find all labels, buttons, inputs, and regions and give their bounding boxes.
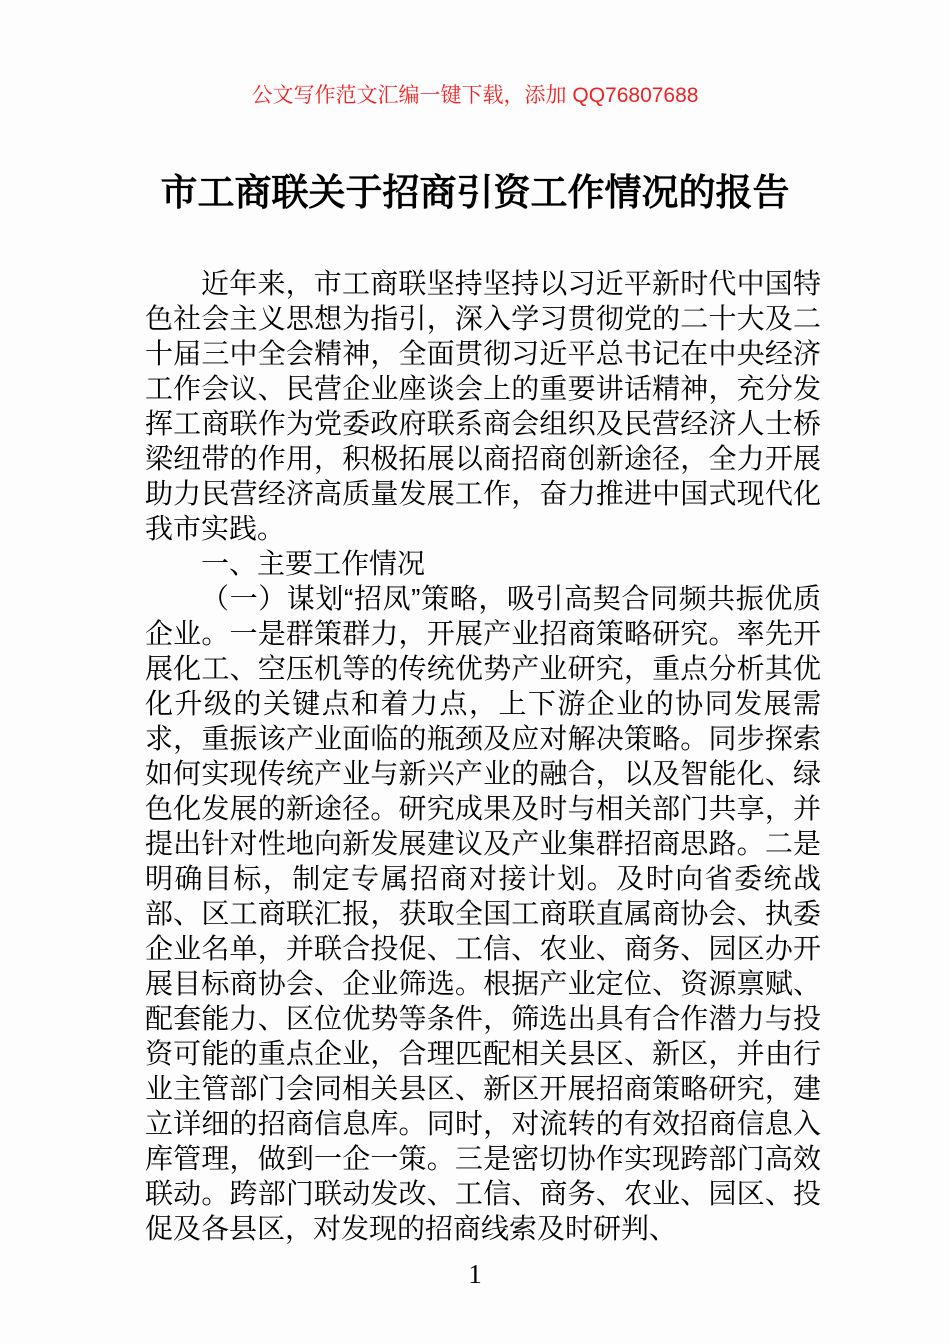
page-number: 1: [468, 1259, 482, 1289]
document-body: [145, 266, 821, 1246]
page-title: 市工商联关于招商引资工作情况的报告: [160, 172, 790, 213]
body-paragraph: 近年来，市工商联坚持坚持以习近平新时代中国特色社会主义思想为指引，深入学习贯彻党的二十大及二十届三中全会精神，全面贯彻习近平总书记在中央经济工作会议、民营企业座谈会上的重要讲话精神，充分发挥工商联作为党委政府联系商会组织及民营经济人士桥梁纽带的作用，积极拓展以商招商创新途径，全力开展助力民营经济高质量发展工作，奋力推进中国式现代化我市实践。: [145, 268, 821, 544]
section-heading: 一、主要工作情况: [201, 548, 426, 579]
promo-notice: 公文写作范文汇编一键下载，添加 QQ76807688: [251, 84, 699, 107]
body-paragraph: （一）谋划“招凤”策略，吸引高契合同频共振优质企业。一是群策群力，开展产业招商策略研究。率先开展化工、空压机等的传统优势产业研究，重点分析其优化升级的关键点和着力点，上下游企业的协同发展需求，重振该产业面临的瓶颈及应对解决策略。同步探索如何实现传统产业与新兴产业的融合，以及智能化、绿色化发展的新途径。研究成果及时与相关部门共享，并提出针对性地向新发展建议及产业集群招商思路。二是明确目标，制定专属招商对接计划。及时向省委统战部、区工商联汇报，获取全国工商联直属商协会、执委企业名单，并联合投促、工信、农业、商务、园区办开展目标商协会、企业筛选。根据产业定位、资源禀赋、配套能力、区位优势等条件，筛选出具有合作潜力与投资可能的重点企业，合理匹配相关县区、新区，并由行业主管部门会同相关县区、新区开展招商策略研究，建立详细的招商信息库。同时，对流转的有效招商信息入库管理，做到一企一策。三是密切协作实现跨部门高效联动。跨部门联动发改、工信、商务、农业、园区、投促及各县区，对发现的招商线索及时研判、: [145, 583, 821, 1244]
